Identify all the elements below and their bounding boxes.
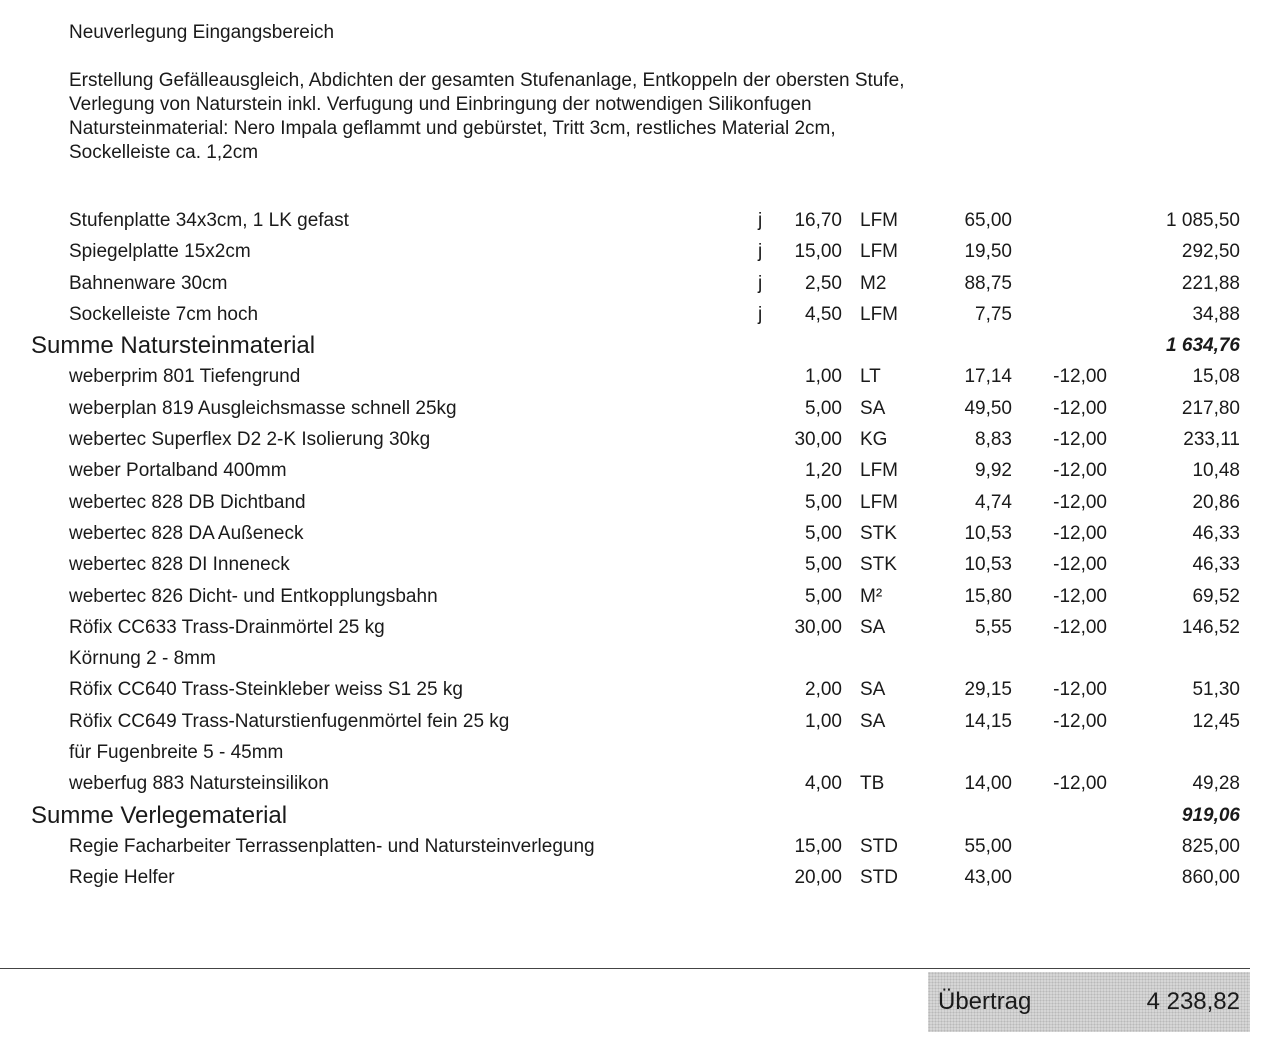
item-unit-price: 43,00: [964, 867, 1012, 889]
item-total: 12,45: [1192, 710, 1240, 732]
item-unit: SA: [860, 616, 886, 638]
item-description: Bahnenware 30cm: [69, 272, 228, 294]
item-total: 46,33: [1192, 554, 1240, 576]
item-quantity: 5,00: [805, 554, 842, 576]
item-unit: SA: [860, 710, 886, 732]
item-total: 10,48: [1192, 460, 1240, 482]
item-total: 34,88: [1192, 303, 1240, 325]
subtotal-row: [0, 331, 1280, 362]
item-description: Sockelleiste 7cm hoch: [69, 303, 259, 325]
item-unit-price: 7,75: [975, 303, 1012, 325]
item-unit-price: 8,83: [975, 429, 1012, 451]
item-unit: STK: [860, 554, 897, 576]
item-unit: LT: [860, 366, 881, 388]
work-description: [69, 69, 905, 165]
item-unit-price: 10,53: [964, 554, 1012, 576]
item-discount: -12,00: [1053, 773, 1107, 795]
item-unit-price: 17,14: [964, 366, 1012, 388]
table-row: [0, 769, 1280, 800]
subtotal-row: [0, 801, 1280, 832]
item-description: weberfug 883 Natursteinsilikon: [69, 773, 329, 795]
item-quantity: 1,20: [805, 460, 842, 482]
item-discount: -12,00: [1053, 679, 1107, 701]
note-row: [0, 644, 1280, 675]
item-unit: SA: [860, 397, 886, 419]
table-row: [0, 863, 1280, 894]
item-discount: -12,00: [1053, 366, 1107, 388]
item-unit: M²: [860, 585, 883, 607]
item-discount: -12,00: [1053, 522, 1107, 544]
item-quantity: 5,00: [805, 397, 842, 419]
item-quantity: 5,00: [805, 491, 842, 513]
item-unit-price: 88,75: [964, 272, 1012, 294]
item-description: webertec 826 Dicht- und Entkopplungsbahn: [69, 585, 438, 607]
item-quantity: 20,00: [794, 867, 842, 889]
table-row: [0, 394, 1280, 425]
table-row: [0, 425, 1280, 456]
item-quantity: 16,70: [794, 210, 842, 231]
item-unit-price: 9,92: [975, 460, 1012, 482]
subtotal-label: Summe Verlegematerial: [31, 801, 288, 829]
item-unit-price: 14,15: [964, 710, 1012, 732]
item-description: Regie Helfer: [69, 867, 175, 889]
item-unit: STD: [860, 835, 898, 857]
item-description: Röfix CC649 Trass-Naturstienfugenmörtel fein 25 kg: [69, 710, 510, 732]
item-unit-price: 10,53: [964, 522, 1012, 544]
description-line: Sockelleiste ca. 1,2cm: [69, 142, 259, 163]
item-unit-price: 14,00: [964, 773, 1012, 795]
item-description: Spiegelplatte 15x2cm: [69, 241, 251, 263]
subtotal-label: Summe Natursteinmaterial: [31, 332, 316, 360]
footer-divider: [0, 968, 1250, 969]
item-total: 15,08: [1192, 366, 1240, 388]
description-line: Verlegung von Naturstein inkl. Verfugung und Einbringung der notwendigen Silikonfugen: [69, 94, 812, 115]
table-row: [0, 613, 1280, 644]
item-description: Röfix CC640 Trass-Steinkleber weiss S1 25 kg: [69, 679, 463, 701]
item-discount: -12,00: [1053, 491, 1107, 513]
item-unit: LFM: [860, 303, 898, 325]
document-title: Neuverlegung Eingangsbereich: [69, 22, 335, 43]
table-row: [0, 488, 1280, 519]
item-unit: LFM: [860, 460, 898, 482]
item-discount: -12,00: [1053, 429, 1107, 451]
item-discount: -12,00: [1053, 585, 1107, 607]
item-total: 46,33: [1192, 522, 1240, 544]
item-total: 146,52: [1181, 616, 1240, 638]
table-row: [0, 675, 1280, 706]
item-description: weberprim 801 Tiefengrund: [69, 366, 301, 388]
item-flag: j: [758, 303, 763, 325]
item-quantity: 30,00: [794, 429, 842, 451]
item-quantity: 4,50: [805, 303, 842, 325]
item-unit-price: 4,74: [975, 491, 1012, 513]
item-total: 233,11: [1183, 429, 1240, 451]
subtotal-value: 919,06: [1181, 804, 1240, 826]
carry-over-box: [928, 972, 1250, 1032]
item-unit: SA: [860, 679, 886, 701]
item-unit: LFM: [860, 491, 898, 513]
item-discount: -12,00: [1053, 616, 1107, 638]
item-unit: STD: [860, 867, 898, 889]
subtotal-value: 1 634,76: [1166, 335, 1240, 357]
item-total: 51,30: [1192, 679, 1240, 701]
item-unit: LFM: [860, 210, 898, 231]
item-total: 860,00: [1181, 867, 1240, 889]
item-unit-price: 65,00: [964, 210, 1012, 231]
item-description: für Fugenbreite 5 - 45mm: [69, 742, 284, 764]
item-discount: -12,00: [1053, 397, 1107, 419]
item-quantity: 4,00: [805, 773, 842, 795]
item-quantity: 5,00: [805, 522, 842, 544]
table-row: [0, 362, 1280, 393]
item-quantity: 1,00: [805, 366, 842, 388]
item-description: Körnung 2 - 8mm: [69, 648, 216, 670]
item-flag: j: [758, 241, 763, 263]
item-unit-price: 55,00: [964, 835, 1012, 857]
note-row: [0, 738, 1280, 769]
table-row: [0, 269, 1280, 300]
table-row: [0, 550, 1280, 581]
table-row: [0, 237, 1280, 268]
table-row: [0, 582, 1280, 613]
carry-over-value: 4 238,82: [1146, 988, 1240, 1015]
item-total: 1 085,50: [1166, 210, 1240, 231]
item-flag: j: [758, 272, 763, 294]
item-total: 292,50: [1181, 241, 1240, 263]
line-items-table: [0, 206, 1280, 895]
item-total: 69,52: [1192, 585, 1240, 607]
item-total: 221,88: [1181, 272, 1240, 294]
item-discount: -12,00: [1053, 710, 1107, 732]
item-total: 825,00: [1181, 835, 1240, 857]
table-row: [0, 832, 1280, 863]
item-quantity: 30,00: [794, 616, 842, 638]
item-unit-price: 49,50: [964, 397, 1012, 419]
item-quantity: 5,00: [805, 585, 842, 607]
item-unit: LFM: [860, 241, 898, 263]
item-description: weber Portalband 400mm: [69, 460, 287, 482]
item-description: webertec Superflex D2 2-K Isolierung 30kg: [69, 429, 431, 451]
item-discount: -12,00: [1053, 460, 1107, 482]
item-total: 49,28: [1192, 773, 1240, 795]
item-unit: KG: [860, 429, 888, 451]
item-unit: M2: [860, 272, 887, 294]
item-description: webertec 828 DA Außeneck: [69, 522, 304, 544]
description-line: Erstellung Gefälleausgleich, Abdichten der gesamten Stufenanlage, Entkoppeln der obersten Stufe,: [69, 70, 905, 91]
item-description: weberplan 819 Ausgleichsmasse schnell 25kg: [69, 397, 457, 419]
item-description: webertec 828 DI Inneneck: [69, 554, 290, 576]
item-description: webertec 828 DB Dichtband: [69, 491, 306, 513]
item-total: 217,80: [1181, 397, 1240, 419]
table-row: [0, 456, 1280, 487]
item-quantity: 15,00: [794, 835, 842, 857]
item-unit-price: 19,50: [964, 241, 1012, 263]
item-unit-price: 5,55: [975, 616, 1012, 638]
item-quantity: 2,00: [805, 679, 842, 701]
table-row: [0, 300, 1280, 331]
item-description: Regie Facharbeiter Terrassenplatten- und Natursteinverlegung: [69, 835, 595, 857]
item-unit-price: 15,80: [964, 585, 1012, 607]
item-quantity: 2,50: [805, 272, 842, 294]
item-discount: -12,00: [1053, 554, 1107, 576]
item-description: Stufenplatte 34x3cm, 1 LK gefast: [69, 210, 349, 231]
table-row: [0, 519, 1280, 550]
item-quantity: 1,00: [805, 710, 842, 732]
item-description: Röfix CC633 Trass-Drainmörtel 25 kg: [69, 616, 385, 638]
carry-over-label: Übertrag: [938, 988, 1032, 1015]
item-quantity: 15,00: [794, 241, 842, 263]
table-row: [0, 206, 1280, 237]
description-line: Natursteinmaterial: Nero Impala geflammt und gebürstet, Tritt 3cm, restliches Material 2cm,: [69, 118, 836, 139]
item-unit: STK: [860, 522, 897, 544]
table-row: [0, 707, 1280, 738]
item-total: 20,86: [1192, 491, 1240, 513]
item-flag: j: [758, 210, 763, 231]
item-unit: TB: [860, 773, 885, 795]
item-unit-price: 29,15: [964, 679, 1012, 701]
